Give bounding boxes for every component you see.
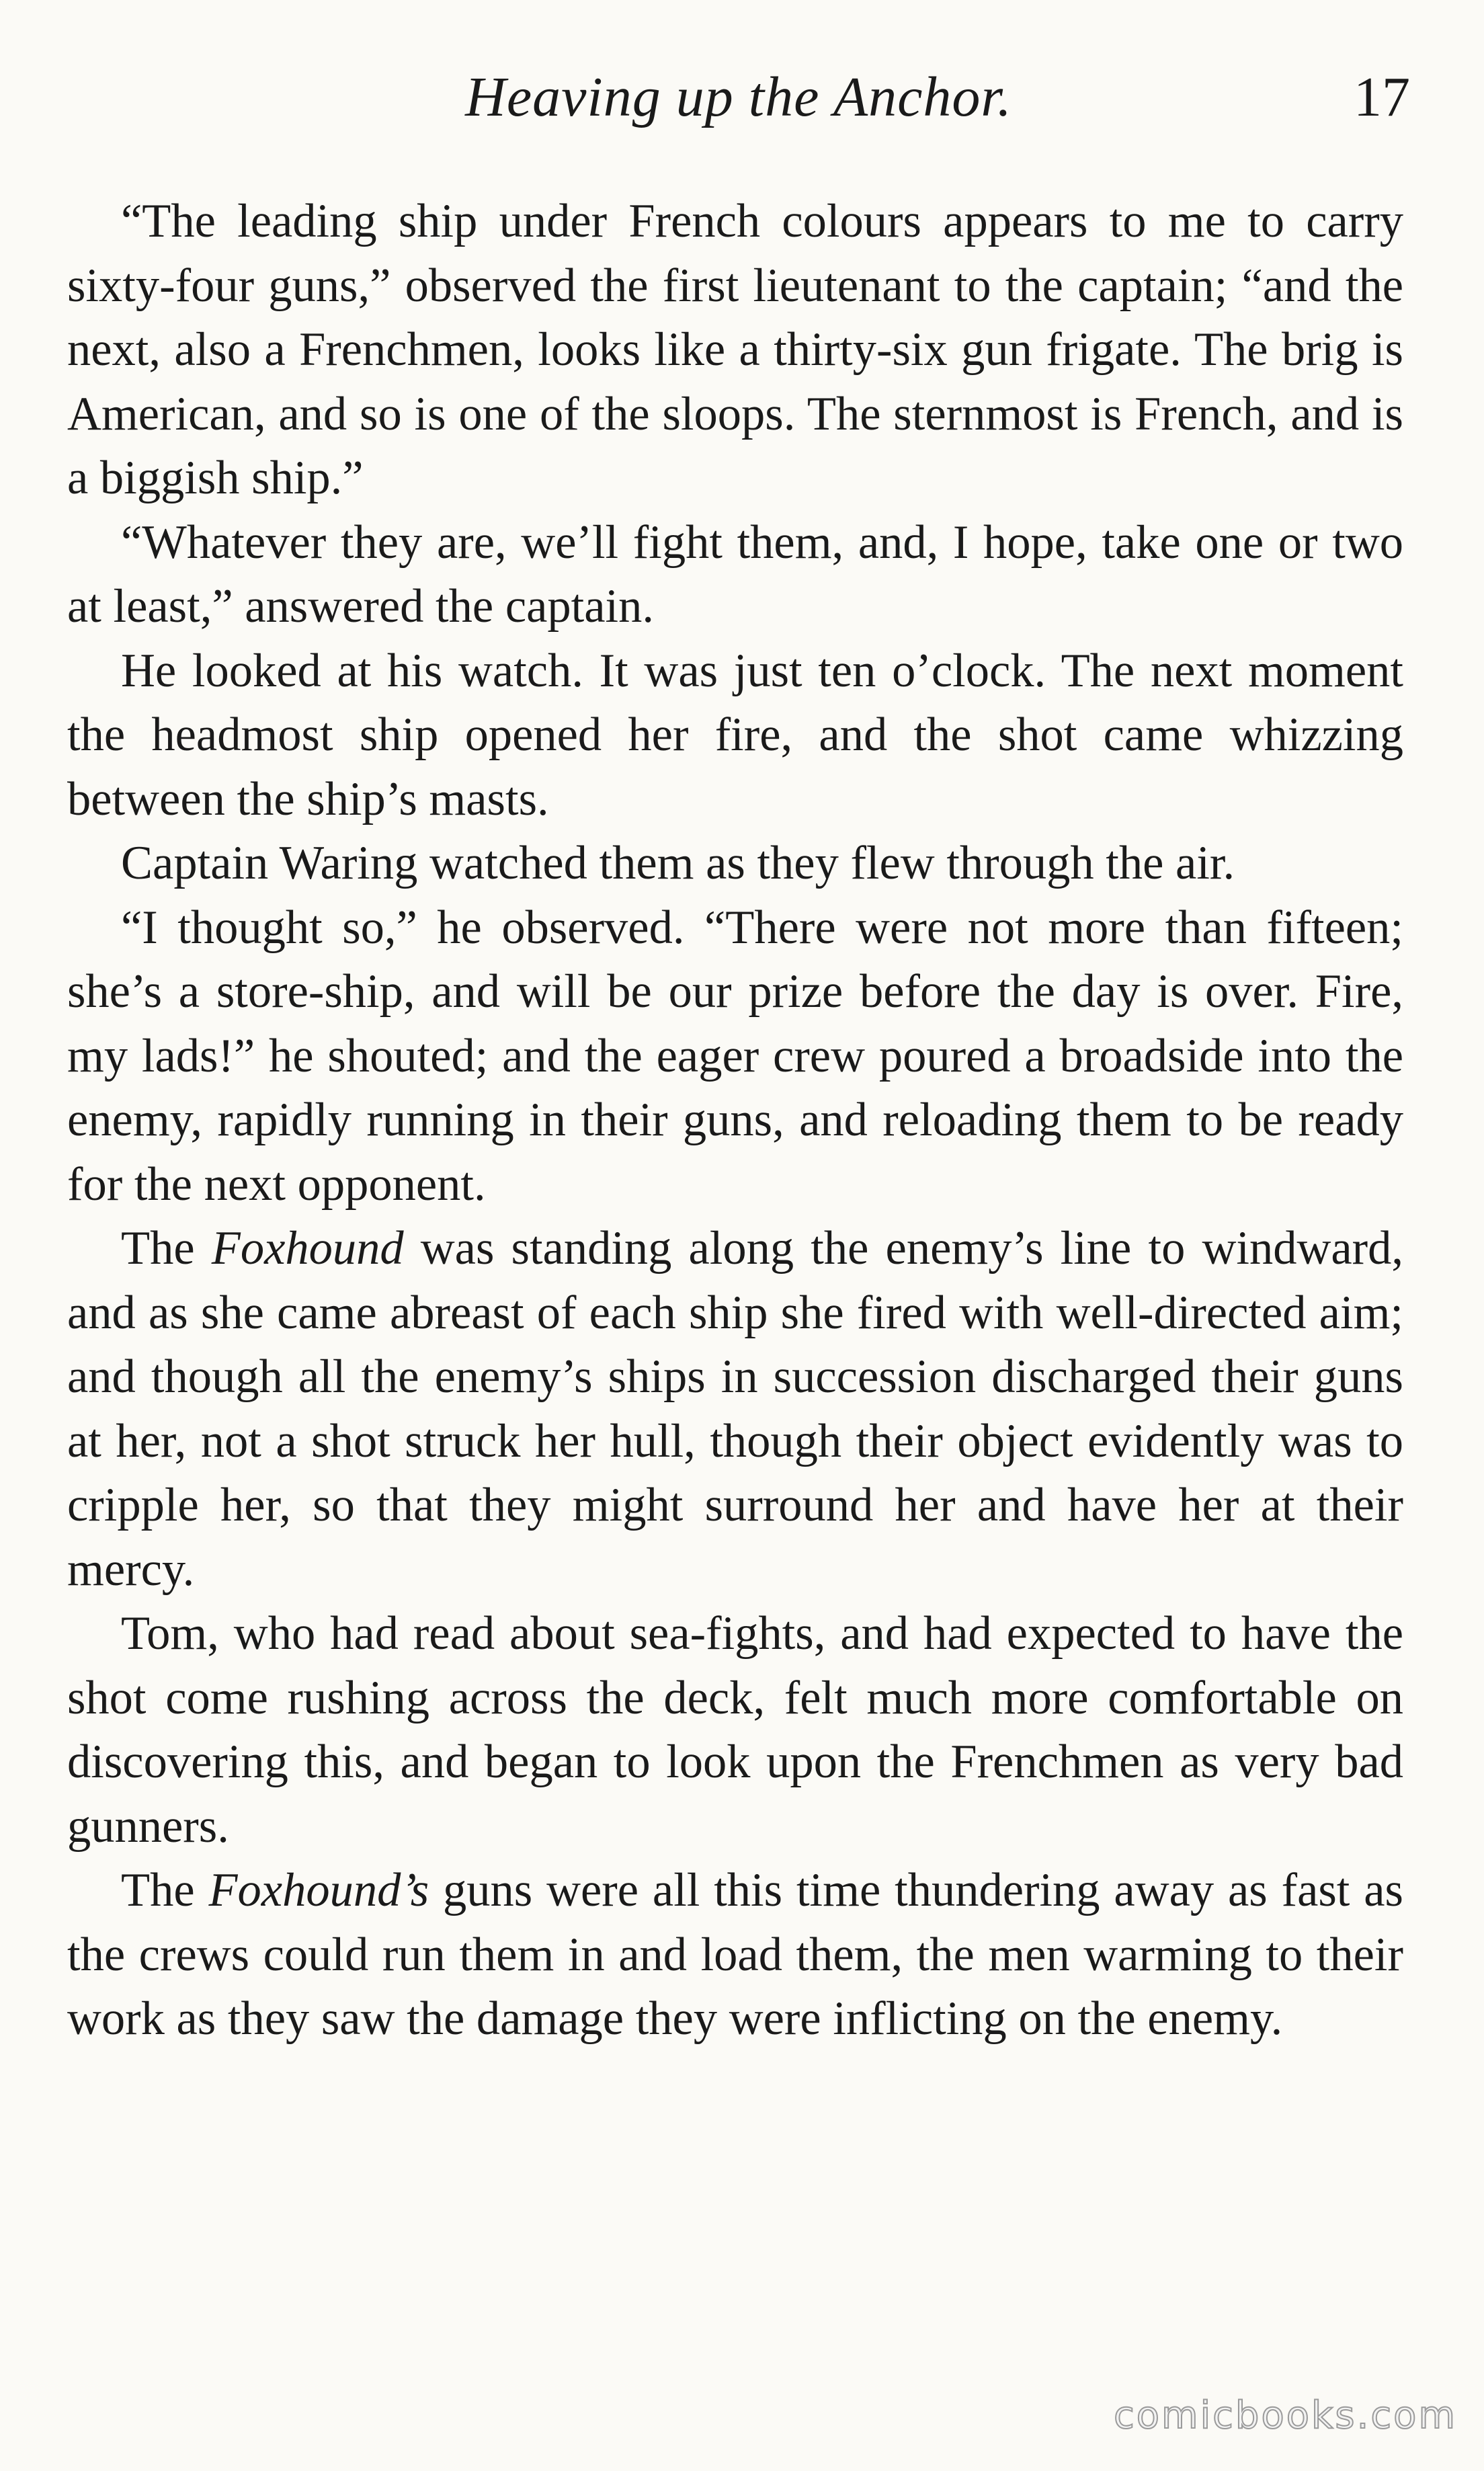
paragraph bbox=[67, 1859, 1403, 2052]
paragraph bbox=[67, 511, 1403, 639]
paragraph bbox=[67, 190, 1403, 511]
text-run: was standing along the enemy’s line to windward, and as she came abreast of each ship she fired with well-directed aim; and though all the enemy’s ships in succession discharged their guns at her, not a shot struck her hull, though their object evidently was to cripple her, so that they might surround her and have her at their mercy. bbox=[67, 1222, 1404, 1596]
paragraph bbox=[67, 832, 1403, 896]
text-run: “I thought so,” he observed. “There were not more than fifteen; she’s a store-ship, and will be our prize before the day is over. Fire, my lads!” he shouted; and the eager crew poured a broadside into the enemy, rapidly running in their guns, and reloading them to be ready for the next opponent. bbox=[67, 901, 1403, 1211]
ship-name-italic: Foxhound’s bbox=[208, 1864, 429, 1916]
text-run: guns were all this time thundering away as fast as the crews could run them in and load them, the men warming to their work as they saw the damage they were inflicting on the enemy. bbox=[67, 1864, 1403, 2045]
paragraph bbox=[67, 1217, 1403, 1602]
watermark: comicbooks.com bbox=[1113, 2394, 1457, 2437]
running-title: Heaving up the Anchor. bbox=[465, 66, 1012, 128]
text-run: “Whatever they are, we’ll fight them, and, I hope, take one or two at least,” answered the captain. bbox=[67, 516, 1403, 633]
text-run: Captain Waring watched them as they flew through the air. bbox=[121, 837, 1235, 889]
paragraph bbox=[67, 896, 1403, 1217]
text-run: Tom, who had read about sea-fights, and had expected to have the shot come rushing across the deck, felt much more comfortable on discovering this, and began to look upon the Frenchmen as very bad gunners. bbox=[67, 1607, 1403, 1853]
paragraph bbox=[67, 1602, 1403, 1859]
running-head bbox=[67, 54, 1410, 141]
body-text bbox=[67, 190, 1403, 2052]
text-run: The bbox=[121, 1222, 212, 1274]
text-run: The bbox=[121, 1864, 209, 1916]
paragraph bbox=[67, 639, 1403, 832]
page-number: 17 bbox=[1354, 66, 1410, 128]
text-run: He looked at his watch. It was just ten o’clock. The next moment the headmost ship opened her fire, and the shot came whizzing between the ship’s masts. bbox=[67, 644, 1403, 825]
ship-name-italic: Foxhound bbox=[211, 1222, 404, 1274]
text-run: “The leading ship under French colours appears to me to carry sixty-four guns,” observed the first lieutenant to the captain; “and the next, also a Frenchmen, looks like a thirty-six gun frigate. The brig is American, and so is one of the sloops. The sternmost is French, and is a biggish ship.” bbox=[67, 195, 1403, 504]
